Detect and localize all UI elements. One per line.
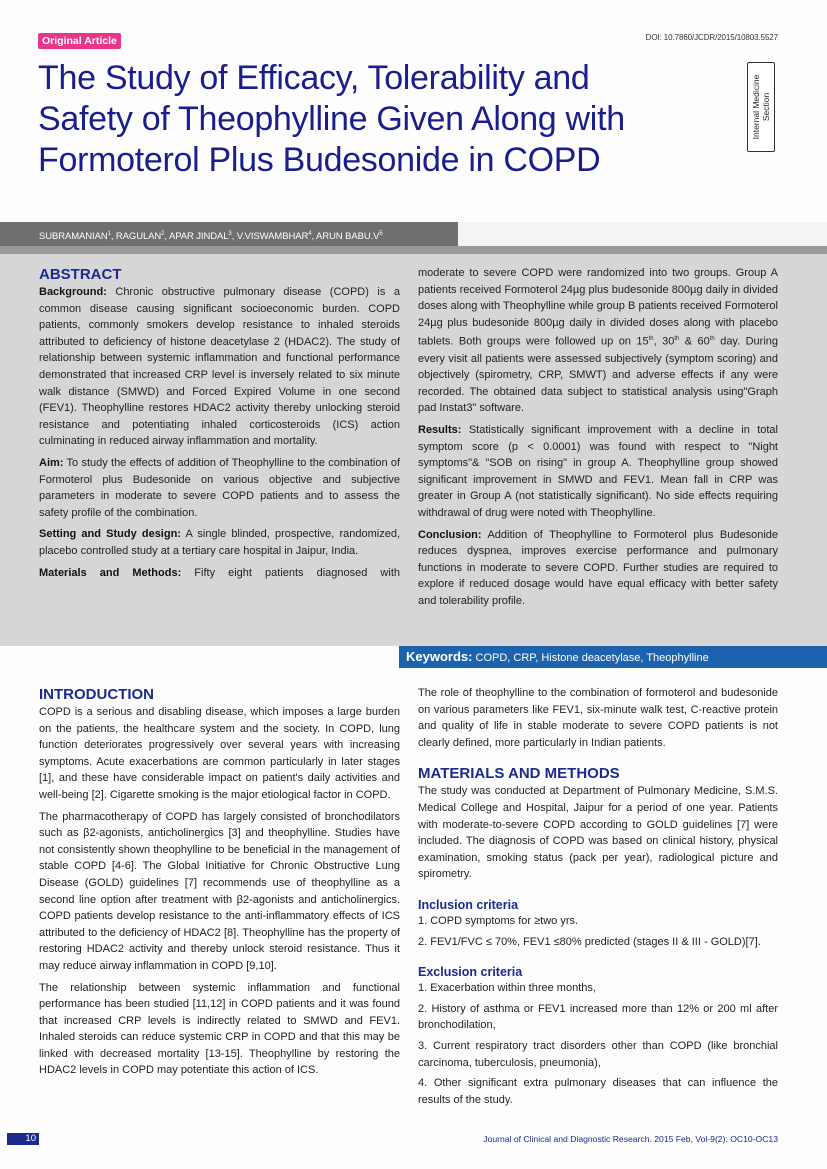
list-item: 1. Exacerbation within three months, <box>418 982 596 995</box>
exclusion-criteria-heading: Exclusion criteria <box>418 965 523 980</box>
author[interactable]: ARUN $BABU.V^5$ <box>316 231 383 243</box>
author[interactable]: SUBRAMANIAN$^1$ <box>39 231 111 243</box>
abstract-heading: ABSTRACT <box>39 266 122 283</box>
intro-paragraph: COPD is a serious and disabling disease, which imposes a large burden on the patients, the healthcare system and the society. In COPD, lung function deteriorates progressively over several years with increasing symptoms. Acute exacerbations are common particularly in later stages [1], and these have considerable impact on patient's daily activities and well-being [2]. Cigarette smoking is the major etiological factor in COPD. <box>39 706 400 801</box>
section-tag-line2: Section <box>761 92 771 122</box>
list-item: 1. COPD symptoms for ≥two yrs. <box>418 914 579 927</box>
exclusion-criteria-list <box>418 980 778 1108</box>
authors-bar: SUBRAMANIAN$^1$, RAGULAN$^2$, APAR JINDAL$^3$, V.VISWAMBHAR$^4$, ARUN $BABU.V^5$ <box>0 222 458 246</box>
intro-paragraph: The relationship between systemic inflammation and functional performance has been studied [11,12] in COPD patients and it was found that increased CRP levels is indirectly related to SMWD and FEV1. Inhaled steroids can reduce systemic CRP in COPD and that this may be linked with decreased mortality [13-15]. Theophylline by restoring the HDAC2 levels in COPD may potentiate this action of ICS. <box>39 981 400 1077</box>
inclusion-criteria-list <box>418 913 778 950</box>
intro-paragraph: The role of theophylline to the combination of formoterol and budesonide on various parameters like FEV1, six-minute walk test, C-reactive protein and quality of life in stable moderate to severe COPD patients is not clearly defined, more particularly in Indian patients. <box>418 687 778 749</box>
abstract-conclusion: Conclusion: Addition of Theophylline to Formoterol plus Budesonide reduces dyspnea, improves exercise performance and pulmonary functions in moderate to severe COPD. Further studies are required to explore if reduced dosage would have equal efficacy with better safety and tolerability profile. <box>418 528 779 607</box>
article-title: The Study of Efficacy, Tolerability and Safety of Theophylline Given Along with Formoterol Plus Budesonide in COPD <box>38 59 625 179</box>
inclusion-criteria-heading: Inclusion criteria <box>418 897 519 912</box>
abstract-results: Results: Statistically significant improvement with a decline in total symptom score (p < 0.0001) was found with respect to "Night symptoms"& "SOB on rising" in group A. Theophylline group showed significant improvement in SMWD and FEV1. Mean fall in CRP was greater in Group A (not statistically significant). No side effects requiring withdrawal of drug were noted with Theophylline. <box>418 424 778 519</box>
materials-methods-text: The study was conducted at Department of Pulmonary Medicine, S.M.S. Medical College and Hospital, Jaipur for a period of one year. Patients with moderate-to-severe COPD according to GOLD guidelines [7] were included. The diagnosis of COPD was based on clinical history, physical examination, smoking status (pack per year), radiological picture and spirometry. <box>418 785 778 881</box>
article-type-badge: Original Article <box>38 33 121 49</box>
body-right-column <box>418 685 778 1112</box>
list-item: 4. Other significant extra pulmonary diseases that can influence the results of the study. <box>418 1077 778 1106</box>
abstract-methods-start: Materials and Methods: Fifty eight patients diagnosed with <box>39 566 400 579</box>
introduction-heading: INTRODUCTION <box>39 686 154 703</box>
author[interactable]: APAR JINDAL$^3$ <box>168 231 232 243</box>
keywords-bar <box>399 646 827 668</box>
author[interactable]: RAGULAN$^2$ <box>115 231 165 243</box>
keywords-label: Keywords: <box>406 649 473 664</box>
page-number: 10 <box>7 1133 39 1145</box>
keywords-text: COPD, CRP, Histone deacetylase, Theophylline <box>475 652 709 664</box>
section-tag-line1: Internal Medicine <box>751 74 761 140</box>
abstract-left-column <box>39 266 400 586</box>
abstract-background: Background: Chronic obstructive pulmonary disease (COPD) is a common disease causing significant socioeconomic burden. COPD patients, commonly smokers develop resistance to inhaled steroids attributed to deficiency of histone deacetylase 2 (HDAC2). The study of relationship between systemic inflammation and functional performance demonstrated that increased CRP level is inversely related to six minute walk distance (SMWD) and Forced Expired Volume in one second (FEV1). Theophylline restores HDAC2 activity thereby unlocking steroid resistance and potentiating inhaled corticosteroids (ICS) action culminating in reduced airway inflammation and mortality. <box>39 286 401 448</box>
list-item: 2. FEV1/FVC ≤ 70%, FEV1 ≤80% predicted (stages II & III - GOLD)[7]. <box>418 935 761 948</box>
abstract-right-column <box>418 265 778 615</box>
intro-paragraph: The pharmacotherapy of COPD has largely consisted of bronchodilators such as β2-agonists, anticholinergics [3] and theophylline. Studies have not consistently shown theophylline to be beneficial in the management of stable COPD [4-6]. The Global Initiative for Chronic Obstructive Lung Disease (GOLD) guidelines [7] recommends use of theophylline as a second line option after treatment with β2-agonists and anticholinergics. COPD patients develop resistance to the anti-inflammatory effects of ICS attributed to the deficiency of HDAC2 [8]. Theophylline has the property of restoring HDAC2 activity and thereby unlock steroid resistance. Thus it may reduce airway inflammation in COPD [9,10]. <box>39 810 400 972</box>
abstract-setting: Setting and Study design: A single blinded, prospective, randomized, placebo controlled study at a tertiary care hospital in Jaipur, India. <box>39 528 400 557</box>
abstract-methods-cont: moderate to severe COPD were randomized into two groups. Group A patients received Formoterol 24µg plus budesonide 800µg daily in divided doses along with Theophylline while group B patients received Formoterol 24µg plus budesonide 800µg daily in divided doses along with placebo tablets. Both groups were followed up on 15th, 30th & 60th day. During every visit all patients were assessed subjectively (symptom scoring) and objectively (spirometry, CRP, SMWT) and adverse effects if any were recorded. The obtained data subject to statistical analysis using"Graph pad Instat3" software. <box>418 267 779 415</box>
materials-methods-heading: MATERIALS AND METHODS <box>418 765 620 783</box>
list-item: 2. History of asthma or FEV1 increased more than 12% or 200 ml after bronchodilation, <box>418 1002 778 1032</box>
list-item: 3. Current respiratory tract disorders other than COPD (like bronchial carcinoma, tuberculosis, pneumonia), <box>418 1039 778 1069</box>
abstract-aim: Aim: To study the effects of addition of Theophylline to the combination of Formoterol plus Budesonide on various objective and subjective parameters in moderate to severe COPD patients and to assess the safety profile of the combination. <box>39 456 401 519</box>
journal-citation: Journal of Clinical and Diagnostic Research. 2015 Feb, Vol-9(2): OC10-OC13 <box>483 1134 778 1144</box>
abstract-divider <box>0 246 827 254</box>
body-left-column <box>39 686 400 1084</box>
section-tag <box>747 62 775 152</box>
author[interactable]: V.VISWAMBHAR$^4$ <box>236 231 312 243</box>
doi-text[interactable]: DOI: 10.7860/JCDR/2015/10803.5527 <box>645 33 778 42</box>
